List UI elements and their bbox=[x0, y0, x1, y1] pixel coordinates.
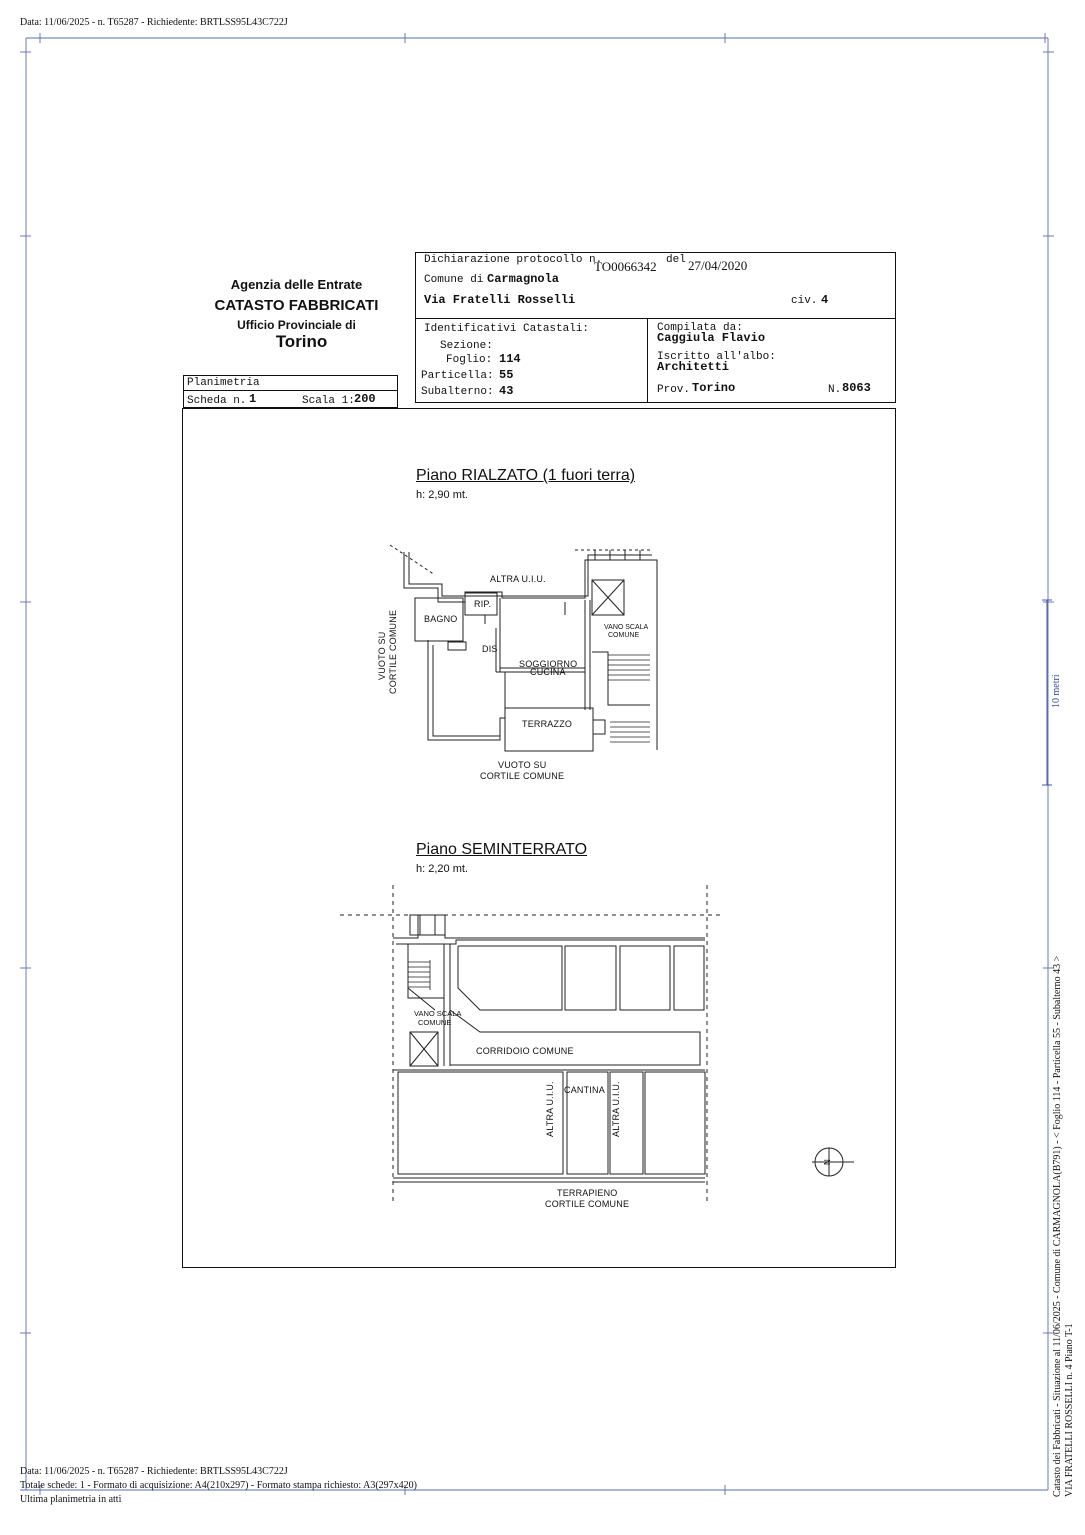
upper-plan-title: Piano RIALZATO (1 fuori terra) bbox=[416, 467, 636, 484]
upper-room-cucina: CUCINA bbox=[530, 667, 566, 677]
foglio-label: Foglio: bbox=[446, 354, 493, 366]
scale-bar-label: 10 metri bbox=[1051, 674, 1062, 708]
scheda-label: Scheda n. bbox=[187, 395, 247, 407]
lower-room-altra-right: ALTRA U.I.U. bbox=[611, 1081, 621, 1137]
side-note-line1: Catasto dei Fabbricati - Situazione al 11/06/2025 - Comune di CARMAGNOLA(B791) - < Foglio 114 - Particella 55 - Subalterno 43 > bbox=[1052, 955, 1063, 1497]
lower-plan-title: Piano SEMINTERRATO bbox=[416, 841, 588, 858]
footer-line1: Data: 11/06/2025 - n. T65287 - Richiedente: BRTLSS95L43C722J bbox=[20, 1466, 288, 1477]
lower-terrapieno-1: TERRAPIENO bbox=[557, 1188, 618, 1198]
particella-label: Particella: bbox=[421, 370, 494, 382]
scheda-value: 1 bbox=[249, 392, 257, 406]
lower-room-vano-scala-comune: COMUNE bbox=[418, 1018, 452, 1027]
iscritto-value: Architetti bbox=[657, 360, 730, 374]
svg-text:N: N bbox=[823, 1159, 832, 1165]
upper-room-soggiorno: SOGGIORNO bbox=[519, 659, 578, 669]
upper-floor-plan bbox=[360, 540, 670, 755]
upper-room-rip: RIP. bbox=[474, 599, 492, 609]
lower-room-altra-left: ALTRA U.I.U. bbox=[545, 1081, 555, 1137]
upper-room-vano-scala-comune: COMUNE bbox=[608, 632, 640, 639]
lower-room-cantina: CANTINA bbox=[564, 1085, 605, 1095]
upper-room-terrazzo: TERRAZZO bbox=[522, 719, 573, 729]
header-request-line: Data: 11/06/2025 - n. T65287 - Richiedente: BRTLSS95L43C722J bbox=[20, 17, 288, 28]
comune-value: Carmagnola bbox=[487, 272, 560, 286]
upper-room-vano-scala: VANO SCALA bbox=[604, 624, 649, 631]
sezione-label: Sezione: bbox=[440, 340, 493, 352]
foglio-value: 114 bbox=[499, 352, 521, 366]
protocol-label: Dichiarazione protocollo n. bbox=[424, 254, 603, 266]
iscritto-label: Iscritto all'albo: bbox=[657, 351, 776, 363]
lower-room-vano-scala: VANO SCALA bbox=[414, 1009, 462, 1018]
lower-plan-height: h: 2,20 mt. bbox=[416, 863, 468, 875]
office-city: Torino bbox=[275, 332, 328, 351]
prov-label: Prov. bbox=[657, 384, 691, 396]
upper-vuoto-side-1: VUOTO SU bbox=[377, 631, 387, 680]
footer-line3: Ultima planimetria in atti bbox=[20, 1494, 122, 1505]
declaration-date: 27/04/2020 bbox=[688, 258, 748, 273]
del-label: del bbox=[666, 254, 686, 266]
civ-value: 4 bbox=[821, 293, 829, 307]
upper-vuoto-bottom-2: CORTILE COMUNE bbox=[480, 771, 565, 781]
compilata-value: Caggiula Flavio bbox=[657, 331, 766, 345]
scala-value: 200 bbox=[354, 392, 376, 406]
subalterno-label: Subalterno: bbox=[421, 386, 494, 398]
civ-label: civ. bbox=[791, 295, 818, 307]
identifiers-title: Identificativi Catastali: bbox=[424, 323, 590, 335]
agency-name: Agenzia delle Entrate bbox=[230, 277, 363, 292]
side-note-line2: VIA FRATELLI ROSSELLI n. 4 Piano T-1 bbox=[1064, 1323, 1075, 1497]
n-value: 8063 bbox=[842, 381, 871, 395]
comune-label: Comune di bbox=[424, 274, 484, 286]
compilata-label: Compilata da: bbox=[657, 322, 743, 334]
north-arrow-icon bbox=[812, 1145, 856, 1179]
upper-vuoto-side-2: CORTILE COMUNE bbox=[388, 609, 398, 694]
footer-line2: Totale schede: 1 - Formato di acquisizione: A4(210x297) - Formato stampa richiesto: A3(297x420) bbox=[20, 1480, 417, 1491]
upper-room-dis: DIS bbox=[482, 644, 498, 654]
particella-value: 55 bbox=[499, 368, 514, 382]
lower-terrapieno-2: CORTILE COMUNE bbox=[545, 1199, 630, 1209]
scala-label: Scala 1: bbox=[302, 395, 355, 407]
n-label: N. bbox=[828, 384, 842, 396]
address-value: Via Fratelli Rosselli bbox=[424, 293, 576, 307]
upper-vuoto-bottom-1: VUOTO SU bbox=[498, 760, 547, 770]
upper-plan-height: h: 2,90 mt. bbox=[416, 489, 468, 501]
upper-room-altra-uiu: ALTRA U.I.U. bbox=[490, 574, 546, 584]
lower-floor-plan bbox=[340, 880, 725, 1210]
catasto-title: CATASTO FABBRICATI bbox=[214, 297, 379, 314]
planimetria-label: Planimetria bbox=[187, 377, 260, 389]
subalterno-value: 43 bbox=[499, 384, 514, 398]
lower-room-corridoio: CORRIDOIO COMUNE bbox=[476, 1046, 574, 1056]
prov-value: Torino bbox=[692, 381, 736, 395]
protocol-value: TO0066342 bbox=[594, 259, 657, 274]
office-label: Ufficio Provinciale di bbox=[237, 318, 356, 332]
upper-room-bagno: BAGNO bbox=[424, 614, 458, 624]
